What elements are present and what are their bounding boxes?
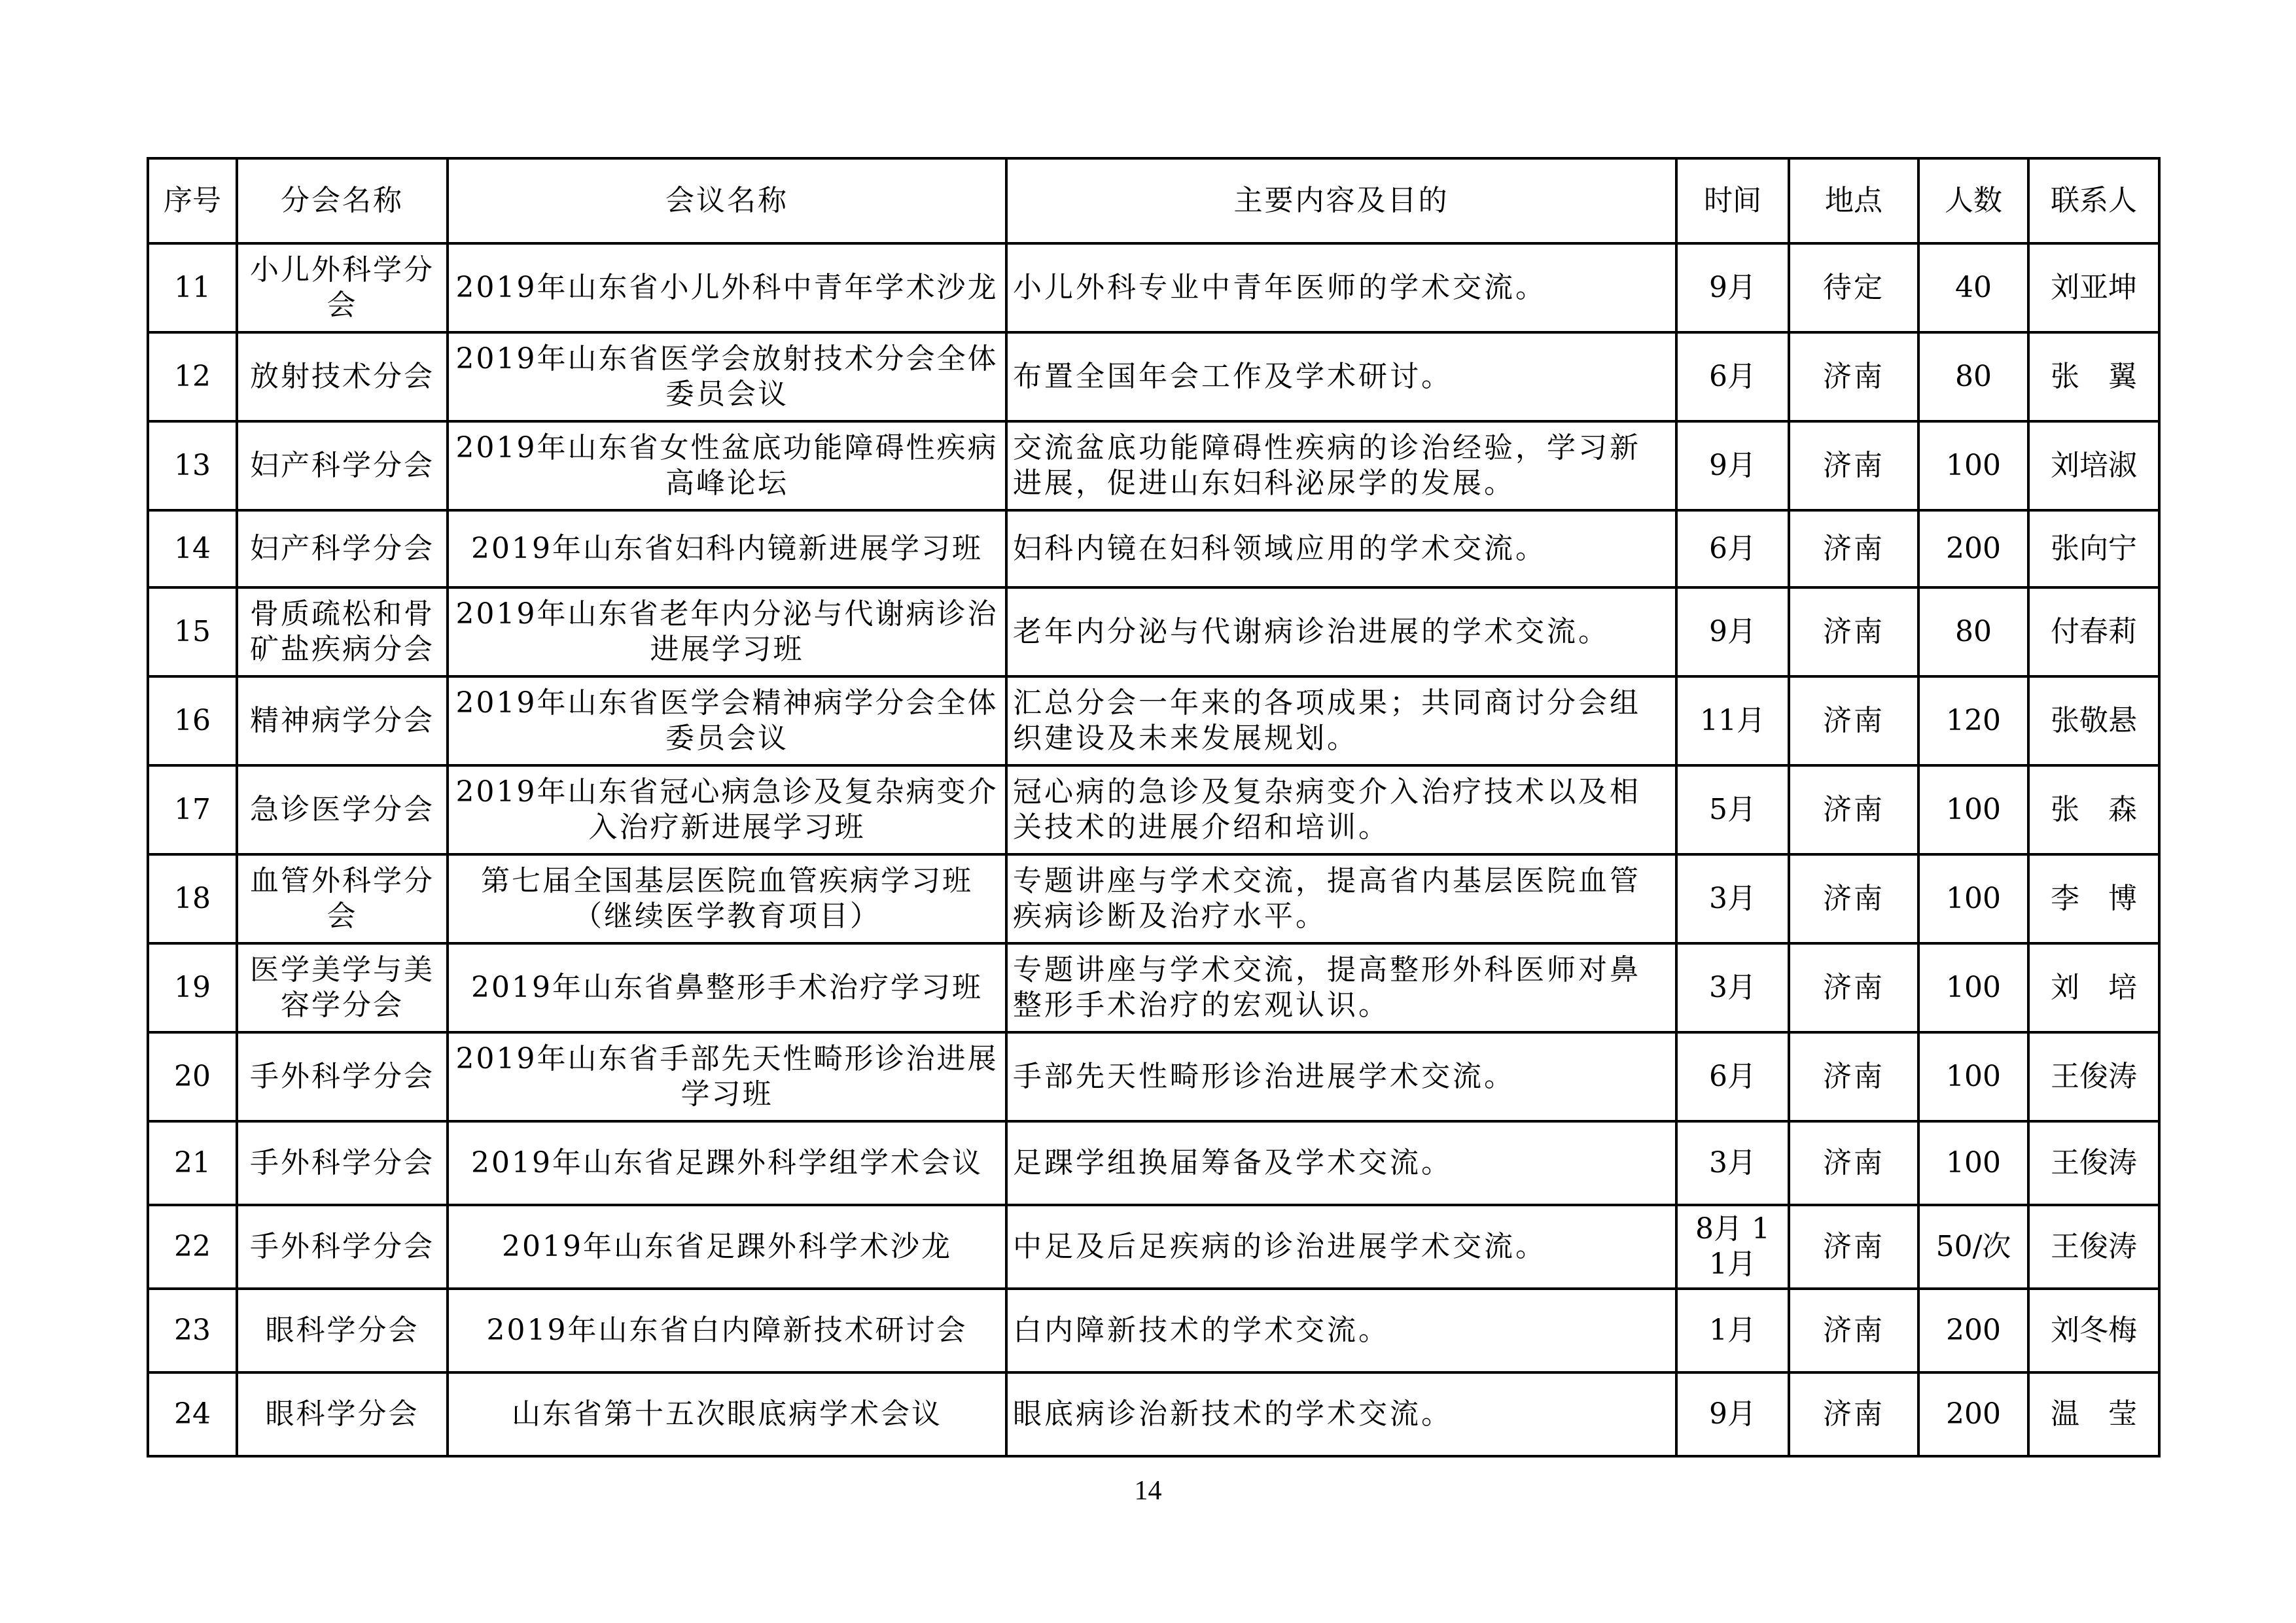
cell-contact: 刘冬梅 [2028, 1289, 2159, 1372]
cell-meeting: 2019年山东省冠心病急诊及复杂病变介入治疗新进展学习班 [448, 765, 1006, 854]
table-row [148, 243, 2159, 332]
cell-no: 14 [148, 510, 237, 587]
table-row [148, 421, 2159, 510]
cell-meeting: 第七届全国基层医院血管疾病学习班（继续医学教育项目） [448, 854, 1006, 943]
cell-branch: 急诊医学分会 [237, 765, 448, 854]
cell-contact: 刘培淑 [2028, 421, 2159, 510]
cell-count: 200 [1918, 510, 2028, 587]
cell-count: 120 [1918, 676, 2028, 765]
table-row [148, 510, 2159, 587]
cell-content: 小儿外科专业中青年医师的学术交流。 [1006, 243, 1676, 332]
cell-time: 1月 [1676, 1289, 1789, 1372]
cell-content: 老年内分泌与代谢病诊治进展的学术交流。 [1006, 587, 1676, 676]
cell-branch: 眼科学分会 [237, 1289, 448, 1372]
cell-time: 8月 11月 [1676, 1205, 1789, 1289]
cell-content: 妇科内镜在妇科领域应用的学术交流。 [1006, 510, 1676, 587]
cell-meeting: 2019年山东省足踝外科学术沙龙 [448, 1205, 1006, 1289]
cell-time: 3月 [1676, 854, 1789, 943]
cell-no: 18 [148, 854, 237, 943]
cell-no: 17 [148, 765, 237, 854]
table-header-row [148, 158, 2159, 243]
cell-time: 3月 [1676, 1121, 1789, 1205]
cell-no: 15 [148, 587, 237, 676]
cell-no: 23 [148, 1289, 237, 1372]
cell-count: 100 [1918, 765, 2028, 854]
page-number: 14 [1134, 1476, 1162, 1506]
cell-branch: 手外科学分会 [237, 1032, 448, 1121]
cell-content: 布置全国年会工作及学术研讨。 [1006, 332, 1676, 421]
cell-no: 24 [148, 1372, 237, 1456]
cell-time: 9月 [1676, 587, 1789, 676]
cell-no: 21 [148, 1121, 237, 1205]
cell-count: 200 [1918, 1372, 2028, 1456]
table-row [148, 1121, 2159, 1205]
cell-branch: 精神病学分会 [237, 676, 448, 765]
cell-time: 9月 [1676, 421, 1789, 510]
cell-contact: 张 森 [2028, 765, 2159, 854]
table-row [148, 332, 2159, 421]
cell-branch: 妇产科学分会 [237, 510, 448, 587]
table-row [148, 587, 2159, 676]
cell-meeting: 2019年山东省老年内分泌与代谢病诊治进展学习班 [448, 587, 1006, 676]
cell-time: 6月 [1676, 332, 1789, 421]
header-no: 序号 [148, 158, 237, 243]
cell-meeting: 2019年山东省足踝外科学组学术会议 [448, 1121, 1006, 1205]
cell-place: 济南 [1789, 587, 1918, 676]
cell-branch: 医学美学与美容学分会 [237, 943, 448, 1032]
cell-no: 12 [148, 332, 237, 421]
cell-count: 100 [1918, 1121, 2028, 1205]
cell-meeting: 2019年山东省妇科内镜新进展学习班 [448, 510, 1006, 587]
cell-branch: 眼科学分会 [237, 1372, 448, 1456]
cell-content: 专题讲座与学术交流，提高整形外科医师对鼻整形手术治疗的宏观认识。 [1006, 943, 1676, 1032]
cell-contact: 张向宁 [2028, 510, 2159, 587]
cell-meeting: 2019年山东省医学会精神病学分会全体委员会议 [448, 676, 1006, 765]
cell-count: 100 [1918, 854, 2028, 943]
cell-meeting: 2019年山东省医学会放射技术分会全体委员会议 [448, 332, 1006, 421]
cell-contact: 温 莹 [2028, 1372, 2159, 1456]
cell-place: 济南 [1789, 510, 1918, 587]
cell-place: 济南 [1789, 1289, 1918, 1372]
table-row [148, 1205, 2159, 1289]
cell-meeting: 2019年山东省手部先天性畸形诊治进展学习班 [448, 1032, 1006, 1121]
table-body [148, 243, 2159, 1456]
table-row [148, 1289, 2159, 1372]
cell-no: 20 [148, 1032, 237, 1121]
cell-contact: 王俊涛 [2028, 1121, 2159, 1205]
cell-meeting: 2019年山东省鼻整形手术治疗学习班 [448, 943, 1006, 1032]
cell-count: 50/次 [1918, 1205, 2028, 1289]
cell-count: 100 [1918, 421, 2028, 510]
cell-time: 5月 [1676, 765, 1789, 854]
cell-place: 济南 [1789, 854, 1918, 943]
table-row [148, 943, 2159, 1032]
cell-no: 13 [148, 421, 237, 510]
cell-time: 6月 [1676, 1032, 1789, 1121]
cell-time: 6月 [1676, 510, 1789, 587]
cell-time: 11月 [1676, 676, 1789, 765]
cell-branch: 小儿外科学分会 [237, 243, 448, 332]
cell-branch: 妇产科学分会 [237, 421, 448, 510]
cell-meeting: 2019年山东省小儿外科中青年学术沙龙 [448, 243, 1006, 332]
cell-no: 11 [148, 243, 237, 332]
cell-content: 白内障新技术的学术交流。 [1006, 1289, 1676, 1372]
cell-count: 100 [1918, 943, 2028, 1032]
cell-time: 9月 [1676, 1372, 1789, 1456]
cell-contact: 王俊涛 [2028, 1205, 2159, 1289]
table-row [148, 1372, 2159, 1456]
cell-branch: 放射技术分会 [237, 332, 448, 421]
cell-content: 中足及后足疾病的诊治进展学术交流。 [1006, 1205, 1676, 1289]
cell-place: 济南 [1789, 676, 1918, 765]
cell-contact: 王俊涛 [2028, 1032, 2159, 1121]
table-row [148, 765, 2159, 854]
header-branch: 分会名称 [237, 158, 448, 243]
cell-branch: 骨质疏松和骨矿盐疾病分会 [237, 587, 448, 676]
cell-no: 16 [148, 676, 237, 765]
cell-count: 80 [1918, 587, 2028, 676]
cell-content: 手部先天性畸形诊治进展学术交流。 [1006, 1032, 1676, 1121]
cell-meeting: 山东省第十五次眼底病学术会议 [448, 1372, 1006, 1456]
cell-contact: 付春莉 [2028, 587, 2159, 676]
cell-branch: 手外科学分会 [237, 1121, 448, 1205]
cell-place: 济南 [1789, 1121, 1918, 1205]
table-row [148, 854, 2159, 943]
cell-contact: 李 博 [2028, 854, 2159, 943]
cell-place: 济南 [1789, 332, 1918, 421]
header-count: 人数 [1918, 158, 2028, 243]
cell-content: 冠心病的急诊及复杂病变介入治疗技术以及相关技术的进展介绍和培训。 [1006, 765, 1676, 854]
cell-content: 眼底病诊治新技术的学术交流。 [1006, 1372, 1676, 1456]
cell-content: 交流盆底功能障碍性疾病的诊治经验，学习新进展，促进山东妇科泌尿学的发展。 [1006, 421, 1676, 510]
cell-meeting: 2019年山东省白内障新技术研讨会 [448, 1289, 1006, 1372]
cell-branch: 血管外科学分会 [237, 854, 448, 943]
cell-contact: 刘 培 [2028, 943, 2159, 1032]
cell-count: 40 [1918, 243, 2028, 332]
cell-no: 22 [148, 1205, 237, 1289]
cell-contact: 张敬悬 [2028, 676, 2159, 765]
cell-count: 200 [1918, 1289, 2028, 1372]
meeting-table [147, 157, 2161, 1457]
cell-time: 9月 [1676, 243, 1789, 332]
cell-place: 济南 [1789, 1032, 1918, 1121]
header-contact: 联系人 [2028, 158, 2159, 243]
cell-content: 足踝学组换届筹备及学术交流。 [1006, 1121, 1676, 1205]
cell-time: 3月 [1676, 943, 1789, 1032]
header-place: 地点 [1789, 158, 1918, 243]
cell-count: 80 [1918, 332, 2028, 421]
header-content: 主要内容及目的 [1006, 158, 1676, 243]
cell-meeting: 2019年山东省女性盆底功能障碍性疾病高峰论坛 [448, 421, 1006, 510]
cell-no: 19 [148, 943, 237, 1032]
header-meeting: 会议名称 [448, 158, 1006, 243]
cell-place: 济南 [1789, 765, 1918, 854]
cell-contact: 刘亚坤 [2028, 243, 2159, 332]
cell-place: 济南 [1789, 421, 1918, 510]
table-row [148, 676, 2159, 765]
cell-count: 100 [1918, 1032, 2028, 1121]
cell-branch: 手外科学分会 [237, 1205, 448, 1289]
cell-place: 济南 [1789, 1205, 1918, 1289]
cell-content: 专题讲座与学术交流，提高省内基层医院血管疾病诊断及治疗水平。 [1006, 854, 1676, 943]
cell-place: 济南 [1789, 1372, 1918, 1456]
cell-place: 济南 [1789, 943, 1918, 1032]
table-row [148, 1032, 2159, 1121]
cell-place: 待定 [1789, 243, 1918, 332]
cell-content: 汇总分会一年来的各项成果；共同商讨分会组织建设及未来发展规划。 [1006, 676, 1676, 765]
header-time: 时间 [1676, 158, 1789, 243]
cell-contact: 张 翼 [2028, 332, 2159, 421]
